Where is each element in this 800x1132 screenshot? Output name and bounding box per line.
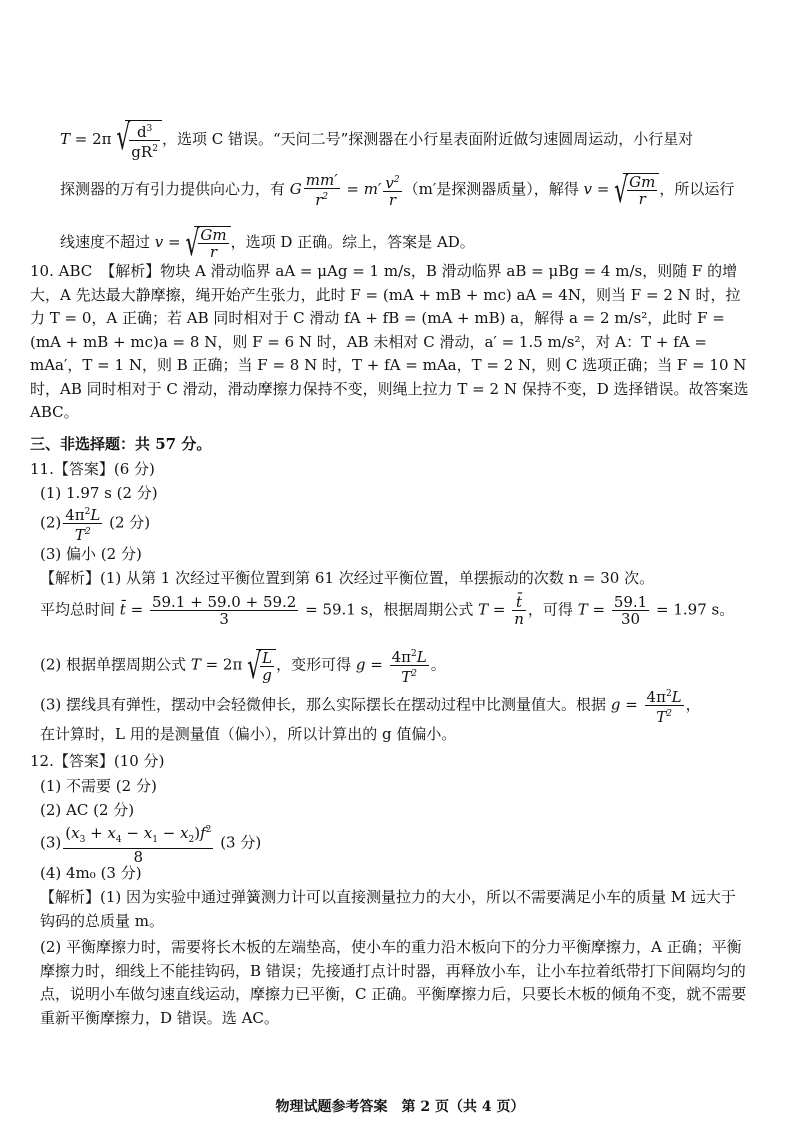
q11-analysis-3b: ，变形可得 (276, 655, 352, 674)
formula-gravity: G (289, 180, 302, 198)
q12-answer-3-prefix: (3) (40, 833, 62, 852)
q12-answer-4: (4) 4m₀ (3 分) (40, 864, 142, 882)
page-footer: 物理试题参考答案 第 2 页（共 4 页） (275, 1099, 525, 1115)
continuation-text-2a: 探测器的万有引力提供向心力，有 (60, 180, 286, 198)
formula-sqrt-pendulum: √ $\frac{L}{g}$ (247, 649, 276, 683)
formula-sqrt-velocity-2: √ $\frac{Gm}{r}$ (185, 226, 230, 260)
continuation-text-3b: ，选项 D 正确。综上，答案是 AD。 (230, 233, 475, 251)
q11-analysis-3: (2) 根据单摆周期公式 T = 2π √ $\frac{L}{g}$ ，变形可得 g = $\frac{4\pi^2L}{T^2}$ 。 (40, 647, 446, 688)
q11-analysis-2a: 平均总时间 (40, 600, 116, 619)
q11-answer-2-prefix: (2) (40, 513, 62, 532)
continuation-text-2b: （m′是探测器质量），解得 (403, 180, 579, 198)
section-3-title: 三、非选择题：共 57 分。 (30, 435, 212, 453)
q11-analysis-1: 【解析】(1) 从第 1 次经过平衡位置到第 61 次经过平衡位置，单摆振动的次数 n = 30 次。 (40, 569, 655, 587)
formula-centripetal-frac: $\frac{v^2}{r}$ (385, 174, 400, 209)
formula-period-value: $\frac{59.1}{30}$ (613, 593, 648, 628)
continuation-text-3a: 线速度不超过 (60, 233, 151, 251)
q10-explanation (30, 260, 750, 425)
formula-g-repeat: $\frac{4\pi^2L}{T^2}$ (646, 688, 682, 726)
q11-answer-2-suffix: (2 分) (109, 513, 151, 532)
continuation-line-3: 线速度不超过 v = √ $\frac{Gm}{r}$ ，选项 D 正确。综上，答案是 AD。 (60, 224, 475, 265)
q11-analysis-2: 平均总时间 t̄ = $\frac{59.1 + 59.0 + 59.2}{3}$ = 59.1 s，根据周期公式 T = $\frac{t̄}{n}$ ，可得 T = $\frac{59.1}{30}$ = 1.97 s。 (40, 593, 735, 628)
q12-answer-3-suffix: (3 分) (220, 833, 262, 852)
q12-header: 12.【答案】(10 分) (30, 752, 165, 770)
q11-answer-3: (3) 偏小 (2 分) (40, 545, 142, 563)
continuation-text-2c: ，所以运行 (659, 180, 735, 198)
q12-analysis-1: 【解析】(1) 因为实验中通过弹簧测力计可以直接测量拉力的大小，所以不需要满足小车的质量 M 远大于钩码的总质量 m。 (40, 888, 736, 930)
formula-g-frac: $\frac{4\pi^2L}{T^2}$ (65, 506, 101, 544)
q11-answer-2 (40, 504, 150, 543)
continuation-line-2: 探测器的万有引力提供向心力，有 G $\frac{mm'}{r^2}$ = m′ $\frac{v^2}{r}$ （m′是探测器质量），解得 v = √ $\frac{Gm}{r}$ ，所以运行 (60, 171, 735, 212)
q11-analysis-4: (3) 摆线具有弹性，摆动中会轻微伸长，那么实际摆长在摆动过程中比测量值大。根据 g = $\frac{4\pi^2L}{T^2}$ ， (40, 688, 701, 726)
formula-period-avg: $\frac{t̄}{n}$ (514, 593, 524, 628)
q12-answer-1: (1) 不需要 (2 分) (40, 777, 157, 795)
formula-sqrt-period: √ $\frac{d^3}{gR^2}$ (116, 120, 162, 160)
q11-analysis-2c: ，可得 (527, 600, 573, 619)
formula-average-time: $\frac{59.1 + 59.0 + 59.2}{3}$ (151, 593, 297, 628)
q11-analysis-4a: (3) 摆线具有弹性，摆动中会轻微伸长，那么实际摆长在摆动过程中比测量值大。根据 (40, 695, 607, 714)
q11-analysis-5: 在计算时，L 用的是测量值（偏小），所以计算出的 g 值偏小。 (40, 725, 457, 743)
q10-number-label: 10. ABC (30, 262, 93, 280)
continuation-line-1: T = 2π √ $\frac{d^3}{gR^2}$ ，选项 C 错误。“天问二号”探测器在小行星表面附近做匀速圆周运动，小行星对 (60, 118, 694, 161)
q12-answer-3 (40, 822, 261, 865)
q10-text: 【解析】物块 A 滑动临界 aA = μAg = 1 m/s，B 滑动临界 aB = μBg = 4 m/s，则随 F 的增大，A 先达最大静摩擦，绳开始产生张力，此时 F = (mA + mB + mc) aA = 4N，则当 F = 2 N 时，拉力 T = 0，A 正确；若 AB 同时相对于 C 滑动 fA + fB = (mA + mB) a，解得 a = 2 m/s²，此时 F = (mA + mB + mc)a = 8 N，则 F = 6 N 时，AB 未相对 C 滑动，a′ = 1.5 m/s²，对 A：T + fA = mAa′，T = 1 N，则 B 正确；当 F = 8 N 时，T + fA = mAa，T = 2 N，则 C 选项正确；当 F = 10 N 时，AB 同时相对于 C 滑动，滑动摩擦力保持不变，则绳上拉力 T = 2 N 保持不变，D 选择错误。故答案选 ABC。 (30, 262, 749, 421)
q11-header: 11.【答案】(6 分) (30, 460, 155, 478)
q11-analysis-2b: ，根据周期公式 (368, 600, 474, 619)
formula-g-derived: $\frac{4\pi^2L}{T^2}$ (391, 648, 427, 686)
formula-sqrt-velocity: √ $\frac{Gm}{r}$ (614, 173, 659, 207)
formula-gravity-frac: $\frac{mm'}{r^2}$ (305, 171, 338, 209)
q11-analysis-3a: (2) 根据单摆周期公式 (40, 655, 187, 674)
formula-acceleration: $\frac{(x_3 + x_4 - x_1 - x_2)f^2}{8}$ (65, 824, 212, 866)
q11-answer-1: (1) 1.97 s (2 分) (40, 484, 158, 502)
continuation-text-1: ，选项 C 错误。“天问二号”探测器在小行星表面附近做匀速圆周运动，小行星对 (161, 130, 694, 148)
q12-answer-2: (2) AC (2 分) (40, 801, 135, 819)
q12-analysis-2: (2) 平衡摩擦力时，需要将长木板的左端垫高，使小车的重力沿木板向下的分力平衡摩擦力，A 正确；平衡摩擦力时，细线上不能挂钩码，B 错误；先接通打点计时器，再释放小车，让小车拉着纸带打下间隔均匀的点，说明小车做匀速直线运动，摩擦力已平衡，C 正确。平衡摩擦力后，只要长木板的倾角不变，就不需要重新平衡摩擦力，D 错误。选 AC。 (40, 938, 747, 1027)
formula-period: T (60, 130, 71, 148)
